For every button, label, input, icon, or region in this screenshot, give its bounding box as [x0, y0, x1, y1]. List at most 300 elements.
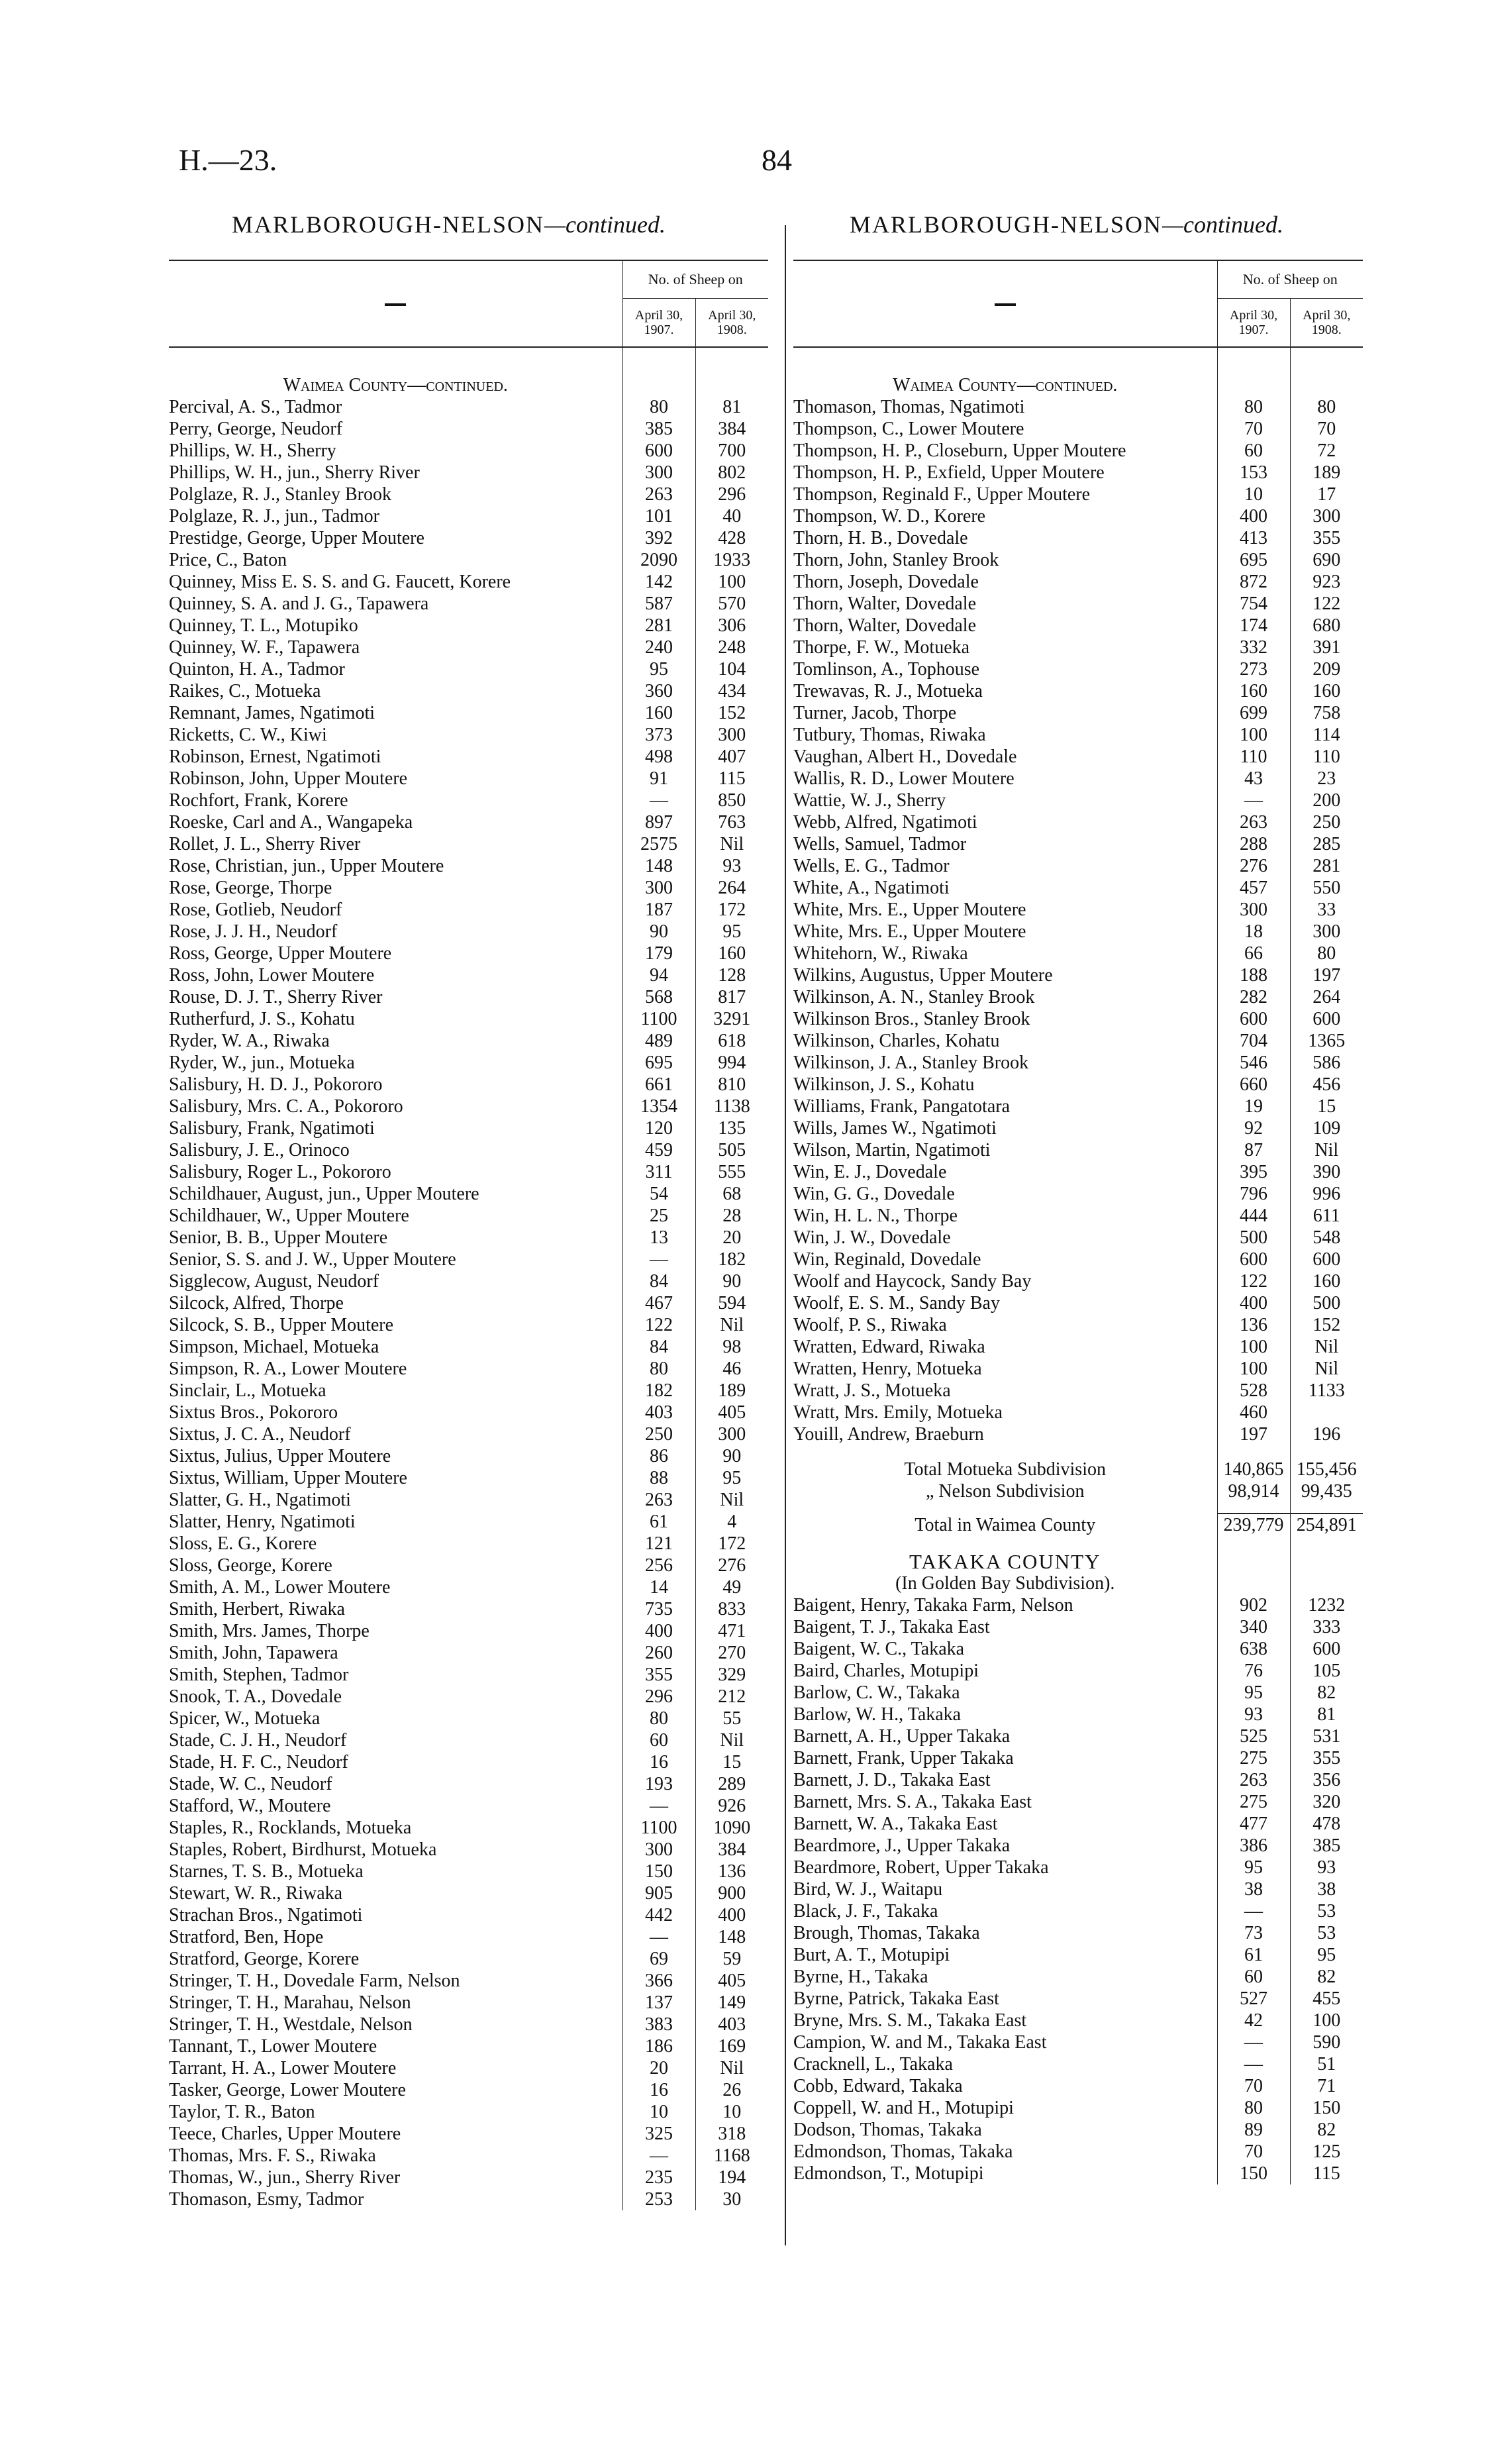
owner-name: Staples, R., Rocklands, Motueka — [169, 1818, 412, 1838]
sheep-1908: 90 — [695, 1270, 768, 1292]
table-row — [793, 1900, 1363, 1922]
sheep-1907: 137 — [622, 1992, 695, 2014]
sheep-1907: 2575 — [622, 833, 695, 855]
sheep-1908: 994 — [695, 1052, 768, 1074]
owner-name: Rose, Christian, jun., Upper Moutere — [169, 856, 444, 876]
sheep-1907: 460 — [1217, 1402, 1290, 1423]
right-col-1908: April 30, 1908. — [1290, 299, 1363, 348]
table-row — [793, 2163, 1363, 2184]
left-county-heading: Waimea County—continued. — [283, 375, 508, 395]
sheep-1908: 270 — [695, 1642, 768, 1664]
owner-name: Black, J. F., Takaka — [793, 1901, 938, 1922]
owner-name: Beardmore, Robert, Upper Takaka — [793, 1857, 1049, 1878]
table-row — [169, 1839, 768, 1861]
table-row — [793, 1878, 1363, 1900]
table-row — [169, 1205, 768, 1227]
owner-name: Williams, Frank, Pangatotara — [793, 1096, 1011, 1117]
owner-name: Senior, S. S. and J. W., Upper Moutere — [169, 1249, 456, 1270]
sheep-1907: 273 — [1217, 658, 1290, 680]
table-row — [169, 1598, 768, 1620]
table-row — [793, 1638, 1363, 1660]
sheep-1907: 525 — [1217, 1725, 1290, 1747]
sheep-1907: 38 — [1217, 1878, 1290, 1900]
table-row — [169, 1904, 768, 1926]
table-row — [793, 1292, 1363, 1314]
table-row — [793, 1966, 1363, 1988]
sheep-1907: 73 — [1217, 1922, 1290, 1944]
table-row — [169, 1686, 768, 1708]
sheep-1907: 325 — [622, 2123, 695, 2145]
table-row — [169, 680, 768, 702]
table-row — [793, 1682, 1363, 1704]
table-row — [169, 1074, 768, 1096]
owner-name: Cracknell, L., Takaka — [793, 2054, 953, 2075]
owner-name: Spicer, W., Motueka — [169, 1708, 321, 1729]
owner-name: Simpson, Michael, Motueka — [169, 1337, 379, 1357]
table-row — [793, 1791, 1363, 1813]
owner-name: Percival, A. S., Tadmor — [169, 397, 342, 417]
table-row — [169, 2167, 768, 2188]
owner-name: Win, J. W., Dovedale — [793, 1227, 951, 1248]
owner-name: Stratford, George, Korere — [169, 1949, 360, 1969]
owner-name: Whitehorn, W., Riwaka — [793, 943, 968, 964]
table-row — [793, 746, 1363, 768]
sheep-1908: 384 — [695, 1839, 768, 1861]
owner-name: Phillips, W. H., jun., Sherry River — [169, 462, 420, 483]
subtotal-row — [793, 1459, 1363, 1480]
sheep-1907: 282 — [1217, 986, 1290, 1008]
sheep-1907: 385 — [622, 418, 695, 440]
sheep-1907: 197 — [1217, 1423, 1290, 1445]
owner-name: Schildhauer, W., Upper Moutere — [169, 1206, 409, 1226]
sheep-1908: 405 — [695, 1402, 768, 1423]
sheep-1908: 405 — [695, 1970, 768, 1992]
owner-name: Sixtus, Julius, Upper Moutere — [169, 1446, 391, 1466]
sheep-1908: 20 — [695, 1227, 768, 1249]
sheep-1908: Nil — [1290, 1358, 1363, 1380]
table-row — [793, 615, 1363, 637]
table-row — [793, 2119, 1363, 2141]
table-row — [169, 1139, 768, 1161]
sheep-1907: 43 — [1217, 768, 1290, 790]
owner-name: Stringer, T. H., Marahau, Nelson — [169, 1992, 411, 2013]
sheep-1907: 413 — [1217, 527, 1290, 549]
sheep-1907: 386 — [1217, 1835, 1290, 1857]
sheep-1908: 172 — [695, 1533, 768, 1555]
owner-name: Vaughan, Albert H., Dovedale — [793, 746, 1017, 767]
table-row — [169, 790, 768, 811]
table-row — [169, 2145, 768, 2167]
takaka-subdivision-heading: (In Golden Bay Subdivision). — [895, 1573, 1115, 1594]
sheep-1908: 434 — [695, 680, 768, 702]
table-row — [169, 2057, 768, 2079]
sheep-1908: 30 — [695, 2188, 768, 2210]
owner-name: Price, C., Baton — [169, 550, 287, 570]
sheep-1908: 320 — [1290, 1791, 1363, 1813]
sheep-1907: 122 — [1217, 1270, 1290, 1292]
table-row — [793, 1161, 1363, 1183]
owner-name: Webb, Alfred, Ngatimoti — [793, 812, 977, 833]
table-row — [793, 1074, 1363, 1096]
owner-name: Stafford, W., Moutere — [169, 1796, 331, 1816]
table-row — [169, 1030, 768, 1052]
table-row — [169, 1249, 768, 1270]
right-table-body — [793, 347, 1363, 2184]
left-section-title: MARLBOROUGH-NELSON—continued. — [232, 211, 666, 238]
table-row — [793, 484, 1363, 505]
sheep-1907: 80 — [1217, 2097, 1290, 2119]
sheep-1908: 690 — [1290, 549, 1363, 571]
sheep-1908: 264 — [695, 877, 768, 899]
owner-name: Edmondson, T., Motupipi — [793, 2163, 984, 2184]
sheep-1907: 872 — [1217, 571, 1290, 593]
table-row — [793, 855, 1363, 877]
owner-name: Stringer, T. H., Dovedale Farm, Nelson — [169, 1971, 460, 1991]
owner-name: Barnett, A. H., Upper Takaka — [793, 1726, 1011, 1747]
owner-name: Tomlinson, A., Tophouse — [793, 659, 980, 680]
owner-name: Wattie, W. J., Sherry — [793, 790, 946, 811]
owner-name: Rose, George, Thorpe — [169, 878, 332, 898]
sheep-1907: 373 — [622, 724, 695, 746]
table-row — [793, 1594, 1363, 1616]
table-row — [169, 1445, 768, 1467]
sheep-1907: 69 — [622, 1948, 695, 1970]
owner-name: Woolf, P. S., Riwaka — [793, 1315, 947, 1335]
owner-name: Byrne, Patrick, Takaka East — [793, 1988, 999, 2009]
sheep-1908: 212 — [695, 1686, 768, 1708]
owner-name: Slatter, Henry, Ngatimoti — [169, 1512, 356, 1532]
table-row — [169, 1227, 768, 1249]
owner-name: Thomas, W., jun., Sherry River — [169, 2167, 401, 2188]
table-row — [169, 2035, 768, 2057]
table-row — [793, 1008, 1363, 1030]
owner-name: Quinton, H. A., Tadmor — [169, 659, 345, 680]
sheep-1907: 90 — [622, 921, 695, 943]
owner-name: Wratt, Mrs. Emily, Motueka — [793, 1402, 1003, 1423]
sheep-1907: 263 — [1217, 811, 1290, 833]
owner-name: Thorn, Walter, Dovedale — [793, 593, 977, 614]
spacer-row — [793, 1502, 1363, 1514]
owner-name: Wilkinson, J. A., Stanley Brook — [793, 1052, 1029, 1073]
sheep-1907: 174 — [1217, 615, 1290, 637]
sheep-1908 — [1290, 1402, 1363, 1423]
owner-name: Wratt, J. S., Motueka — [793, 1380, 951, 1401]
sheep-1907: 179 — [622, 943, 695, 964]
owner-name: Quinney, T. L., Motupiko — [169, 615, 358, 636]
sheep-1908: 548 — [1290, 1227, 1363, 1249]
sheep-1907: 54 — [622, 1183, 695, 1205]
sheep-1908: 300 — [1290, 921, 1363, 943]
table-row — [793, 1205, 1363, 1227]
table-row — [793, 1139, 1363, 1161]
subtotal-label: „ Nelson Subdivision — [925, 1481, 1085, 1502]
table-row — [169, 921, 768, 943]
table-row — [793, 680, 1363, 702]
sheep-1908: 53 — [1290, 1922, 1363, 1944]
sheep-1907: 300 — [622, 1839, 695, 1861]
owner-name: Stade, H. F. C., Neudorf — [169, 1752, 348, 1772]
owner-name: Baigent, Henry, Takaka Farm, Nelson — [793, 1595, 1073, 1616]
owner-name: Byrne, H., Takaka — [793, 1967, 928, 1987]
sheep-1908: 281 — [1290, 855, 1363, 877]
sheep-1907: 136 — [1217, 1314, 1290, 1336]
sheep-1907: 91 — [622, 768, 695, 790]
sheep-1907: 546 — [1217, 1052, 1290, 1074]
sheep-1908: 70 — [1290, 418, 1363, 440]
sheep-1907: 88 — [622, 1467, 695, 1489]
sheep-1907: 366 — [622, 1970, 695, 1992]
left-col-1907: April 30, 1907. — [622, 299, 695, 348]
left-col-1908: April 30, 1908. — [695, 299, 768, 348]
sheep-1908: 763 — [695, 811, 768, 833]
sheep-1908: 160 — [1290, 680, 1363, 702]
table-row — [793, 1030, 1363, 1052]
sheep-1907: 263 — [622, 484, 695, 505]
table-row — [169, 1096, 768, 1117]
owner-name: Bird, W. J., Waitapu — [793, 1879, 943, 1900]
owner-name: Quinney, W. F., Tapawera — [169, 637, 360, 658]
sheep-1907: 240 — [622, 637, 695, 658]
sheep-1908: 200 — [1290, 790, 1363, 811]
owner-name: Ross, George, Upper Moutere — [169, 943, 392, 964]
owner-name: Thompson, H. P., Closeburn, Upper Moutere — [793, 440, 1126, 461]
sheep-1907: 276 — [1217, 855, 1290, 877]
owner-name: Thorpe, F. W., Motueka — [793, 637, 970, 658]
sheep-1908: 51 — [1290, 2053, 1363, 2075]
table-row — [793, 396, 1363, 418]
sheep-1908: 923 — [1290, 571, 1363, 593]
owner-name: Ryder, W. A., Riwaka — [169, 1031, 330, 1051]
table-row — [169, 1270, 768, 1292]
owner-name: Snook, T. A., Dovedale — [169, 1686, 342, 1707]
table-row — [793, 2053, 1363, 2075]
owner-name: Slatter, G. H., Ngatimoti — [169, 1490, 351, 1510]
sheep-1908: 95 — [1290, 1944, 1363, 1966]
sheep-1908: 700 — [695, 440, 768, 462]
owner-name: Trewavas, R. J., Motueka — [793, 681, 983, 701]
sheep-1907: 98,914 — [1217, 1480, 1290, 1502]
sheep-1908: 355 — [1290, 527, 1363, 549]
sheep-1907: 66 — [1217, 943, 1290, 964]
sheep-1908: 10 — [695, 2101, 768, 2123]
table-row — [793, 811, 1363, 833]
right-sheep-table — [793, 260, 1363, 2184]
sheep-1908: 306 — [695, 615, 768, 637]
sheep-1907: 61 — [622, 1511, 695, 1533]
owner-name: Rutherfurd, J. S., Kohatu — [169, 1009, 355, 1029]
sheep-1908: 72 — [1290, 440, 1363, 462]
sheep-1908: 15 — [695, 1751, 768, 1773]
owner-name: Coppell, W. and H., Motupipi — [793, 2098, 1014, 2118]
sheep-1907: 60 — [622, 1729, 695, 1751]
sheep-1908: 59 — [695, 1948, 768, 1970]
owner-name: Senior, B. B., Upper Moutere — [169, 1227, 388, 1248]
table-row — [169, 1423, 768, 1445]
sheep-1907: 735 — [622, 1598, 695, 1620]
sheep-1908: 33 — [1290, 899, 1363, 921]
heading-row — [793, 1551, 1363, 1572]
dash-mark — [995, 303, 1016, 306]
sheep-1908: 758 — [1290, 702, 1363, 724]
right-col-1907: April 30, 1907. — [1217, 299, 1290, 348]
sheep-1907: 86 — [622, 1445, 695, 1467]
spacer-row — [793, 1445, 1363, 1459]
owner-name: Simpson, R. A., Lower Moutere — [169, 1359, 407, 1379]
owner-name: Sloss, E. G., Korere — [169, 1533, 317, 1554]
table-row — [169, 1467, 768, 1489]
sheep-1907: 84 — [622, 1336, 695, 1358]
sheep-1908: 135 — [695, 1117, 768, 1139]
sheep-1907: 89 — [1217, 2119, 1290, 2141]
sheep-1907: 360 — [622, 680, 695, 702]
right-county-heading: Waimea County—continued. — [893, 375, 1118, 395]
owner-name: Wratten, Edward, Riwaka — [793, 1337, 985, 1357]
sheep-1908: 586 — [1290, 1052, 1363, 1074]
owner-name: Woolf, E. S. M., Sandy Bay — [793, 1293, 1000, 1313]
table-row — [169, 549, 768, 571]
table-row — [793, 1747, 1363, 1769]
owner-name: Rollet, J. L., Sherry River — [169, 834, 361, 854]
sheep-1908: 115 — [1290, 2163, 1363, 2184]
sheep-1908: 318 — [695, 2123, 768, 2145]
sheep-1907: 263 — [1217, 1769, 1290, 1791]
owner-name: Thorn, Walter, Dovedale — [793, 615, 977, 636]
table-row — [793, 593, 1363, 615]
table-row — [169, 833, 768, 855]
owner-name: Stringer, T. H., Westdale, Nelson — [169, 2014, 413, 2035]
owner-name: Stratford, Ben, Hope — [169, 1927, 324, 1947]
sheep-1908: 285 — [1290, 833, 1363, 855]
sheep-1908: 128 — [695, 964, 768, 986]
table-row — [793, 2010, 1363, 2031]
sheep-1907: 13 — [622, 1227, 695, 1249]
sheep-1908: 618 — [695, 1030, 768, 1052]
sheep-1907: 457 — [1217, 877, 1290, 899]
table-row — [169, 1664, 768, 1686]
sheep-1907: 94 — [622, 964, 695, 986]
sheep-1907: 444 — [1217, 1205, 1290, 1227]
sheep-1908: 500 — [1290, 1292, 1363, 1314]
sheep-1908: Nil — [695, 833, 768, 855]
sheep-1908: 611 — [1290, 1205, 1363, 1227]
left-name-header — [169, 260, 622, 347]
sheep-1908: 104 — [695, 658, 768, 680]
sheep-1908: 100 — [695, 571, 768, 593]
sheep-1908: 125 — [1290, 2141, 1363, 2163]
sheep-1907: 101 — [622, 505, 695, 527]
sheep-1908: 81 — [1290, 1704, 1363, 1725]
sheep-1907: 467 — [622, 1292, 695, 1314]
table-row — [793, 2141, 1363, 2163]
sheep-1907: 638 — [1217, 1638, 1290, 1660]
table-row — [793, 1052, 1363, 1074]
owner-name: Wills, James W., Ngatimoti — [793, 1118, 997, 1139]
sheep-1908: 600 — [1290, 1638, 1363, 1660]
sheep-1908: 17 — [1290, 484, 1363, 505]
owner-name: Campion, W. and M., Takaka East — [793, 2032, 1047, 2053]
sheep-1908: 98 — [695, 1336, 768, 1358]
table-row — [169, 571, 768, 593]
sheep-1907: 239,779 — [1217, 1514, 1290, 1536]
sheep-1907: 150 — [622, 1861, 695, 1882]
dash-mark — [385, 303, 406, 306]
table-row — [793, 658, 1363, 680]
owner-name: Thompson, Reginald F., Upper Moutere — [793, 484, 1091, 505]
owner-name: Raikes, C., Motueka — [169, 681, 321, 701]
sheep-1908: 38 — [1290, 1878, 1363, 1900]
table-row — [793, 1725, 1363, 1747]
sheep-1907: 459 — [622, 1139, 695, 1161]
subtotal-row — [793, 1480, 1363, 1502]
sheep-1908: 680 — [1290, 615, 1363, 637]
table-row — [793, 702, 1363, 724]
table-row — [169, 1642, 768, 1664]
sheep-1907: 235 — [622, 2167, 695, 2188]
table-row — [793, 1660, 1363, 1682]
owner-name: Wratten, Henry, Motueka — [793, 1359, 982, 1379]
sheep-1907: 160 — [622, 702, 695, 724]
owner-name: Stade, C. J. H., Neudorf — [169, 1730, 347, 1751]
table-row — [169, 1773, 768, 1795]
owner-name: Smith, Stephen, Tadmor — [169, 1665, 349, 1685]
table-row — [169, 396, 768, 418]
sheep-1908: Nil — [695, 2057, 768, 2079]
table-row — [793, 418, 1363, 440]
sheep-1907: 16 — [622, 1751, 695, 1773]
spacer-row — [793, 1536, 1363, 1551]
sheep-1908: 155,456 — [1290, 1459, 1363, 1480]
sheep-1907: 704 — [1217, 1030, 1290, 1052]
sheep-1908: 149 — [695, 1992, 768, 2014]
owner-name: Youill, Andrew, Braeburn — [793, 1424, 984, 1445]
sheep-1908: 355 — [1290, 1747, 1363, 1769]
sheep-1907: 100 — [1217, 1336, 1290, 1358]
table-row — [169, 2188, 768, 2210]
owner-name: Win, Reginald, Dovedale — [793, 1249, 981, 1270]
owner-name: Smith, Mrs. James, Thorpe — [169, 1621, 370, 1641]
grand-total-label: Total in Waimea County — [915, 1514, 1096, 1535]
owner-name: Win, E. J., Dovedale — [793, 1162, 947, 1182]
owner-name: Rouse, D. J. T., Sherry River — [169, 987, 383, 1007]
sheep-1908: 900 — [695, 1882, 768, 1904]
owner-name: Barnett, J. D., Takaka East — [793, 1770, 991, 1790]
sheep-1907: — — [622, 1249, 695, 1270]
table-row — [169, 637, 768, 658]
sheep-1907: 395 — [1217, 1161, 1290, 1183]
sheep-1907: 193 — [622, 1773, 695, 1795]
table-row — [169, 1576, 768, 1598]
sheep-1907: 187 — [622, 899, 695, 921]
sheep-1908: 333 — [1290, 1616, 1363, 1638]
owner-name: Wells, Samuel, Tadmor — [793, 834, 967, 854]
sheep-1908: Nil — [695, 1489, 768, 1511]
sheep-1907: 42 — [1217, 2010, 1290, 2031]
owner-name: Silcock, Alfred, Thorpe — [169, 1293, 344, 1313]
owner-name: Staples, Robert, Birdhurst, Motueka — [169, 1839, 437, 1860]
owner-name: Thomason, Thomas, Ngatimoti — [793, 397, 1025, 417]
sheep-1908: 99,435 — [1290, 1480, 1363, 1502]
sheep-1907: 902 — [1217, 1594, 1290, 1616]
table-row — [169, 877, 768, 899]
sheep-1908: 329 — [695, 1664, 768, 1686]
table-row — [169, 811, 768, 833]
sheep-1908: 196 — [1290, 1423, 1363, 1445]
grand-total-row — [793, 1514, 1363, 1536]
sheep-1907: 110 — [1217, 746, 1290, 768]
table-row — [793, 1314, 1363, 1336]
table-row — [169, 746, 768, 768]
sheep-1907: 93 — [1217, 1704, 1290, 1725]
